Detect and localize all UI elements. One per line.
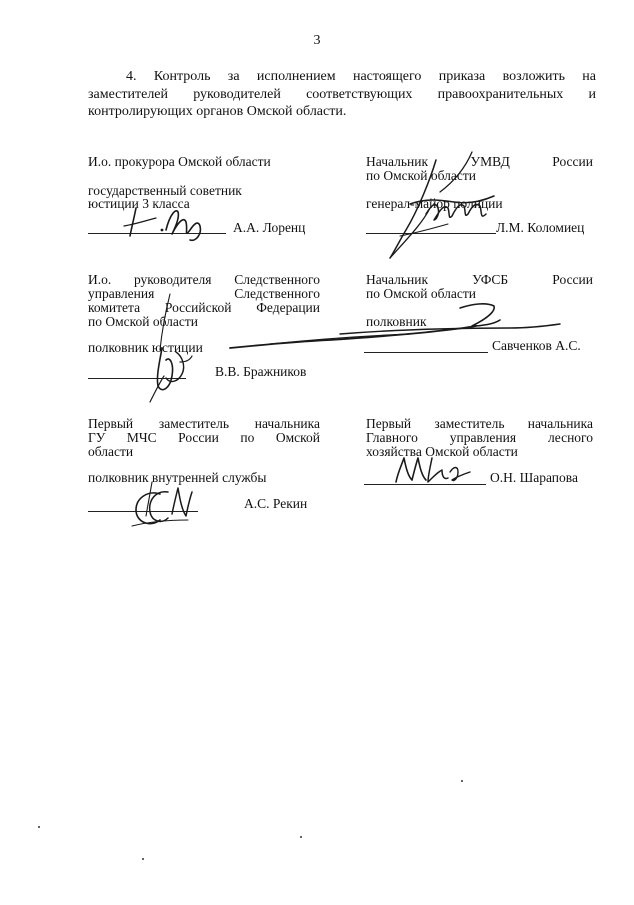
scan-speck bbox=[300, 836, 302, 838]
paragraph-line: 4. Контроль за исполнением настоящего приказа возложить на bbox=[126, 69, 596, 84]
paragraph-line: контролирующих органов Омской области. bbox=[88, 104, 347, 119]
signature-line bbox=[88, 511, 198, 512]
signer-title: по Омской области bbox=[366, 168, 476, 183]
scan-speck bbox=[142, 858, 144, 860]
signer-title: по Омской области bbox=[366, 286, 476, 301]
signer-title: И.о. прокурора Омской области bbox=[88, 154, 271, 169]
signer-rank: полковник bbox=[366, 314, 427, 329]
signature-line bbox=[364, 352, 488, 353]
signer-rank: полковник юстиции bbox=[88, 340, 203, 355]
signature-line bbox=[88, 378, 186, 379]
signer-name: А.С. Рекин bbox=[244, 496, 308, 511]
signer-name: О.Н. Шарапова bbox=[490, 470, 578, 485]
signer-title: Начальник УМВД России bbox=[366, 154, 593, 169]
signature-line bbox=[366, 233, 496, 234]
scan-speck bbox=[38, 826, 40, 828]
signer-title: управления Следственного bbox=[88, 286, 320, 301]
page-number: 3 bbox=[313, 33, 321, 48]
signer-rank: генерал-майор полиции bbox=[366, 196, 503, 211]
signer-title: комитета Российской Федерации bbox=[88, 300, 320, 315]
signature-line bbox=[88, 233, 226, 234]
signature-line bbox=[364, 484, 486, 485]
signer-title: по Омской области bbox=[88, 314, 198, 329]
signer-name: Савченков А.С. bbox=[492, 338, 581, 353]
signer-title: И.о. руководителя Следственного bbox=[88, 272, 320, 287]
order-paragraph bbox=[88, 68, 596, 121]
signer-title: области bbox=[88, 444, 134, 459]
signer-rank: государственный советник bbox=[88, 183, 242, 198]
signer-title: Первый заместитель начальника bbox=[366, 416, 593, 431]
signer-name: Л.М. Коломиец bbox=[496, 220, 585, 235]
signer-name: В.В. Бражников bbox=[215, 364, 307, 379]
scan-speck bbox=[461, 780, 463, 782]
paragraph-line: заместителей руководителей соответствующих правоохранительных и bbox=[88, 86, 596, 102]
signer-title: хозяйства Омской области bbox=[366, 444, 518, 459]
signer-rank: полковник внутренней службы bbox=[88, 470, 267, 485]
signer-title: ГУ МЧС России по Омской bbox=[88, 430, 320, 445]
signer-rank: юстиции 3 класса bbox=[88, 196, 190, 211]
signer-name: А.А. Лоренц bbox=[233, 220, 306, 235]
signer-title: Главного управления лесного bbox=[366, 430, 593, 445]
signer-title: Начальник УФСБ России bbox=[366, 272, 593, 287]
signer-title: Первый заместитель начальника bbox=[88, 416, 320, 431]
